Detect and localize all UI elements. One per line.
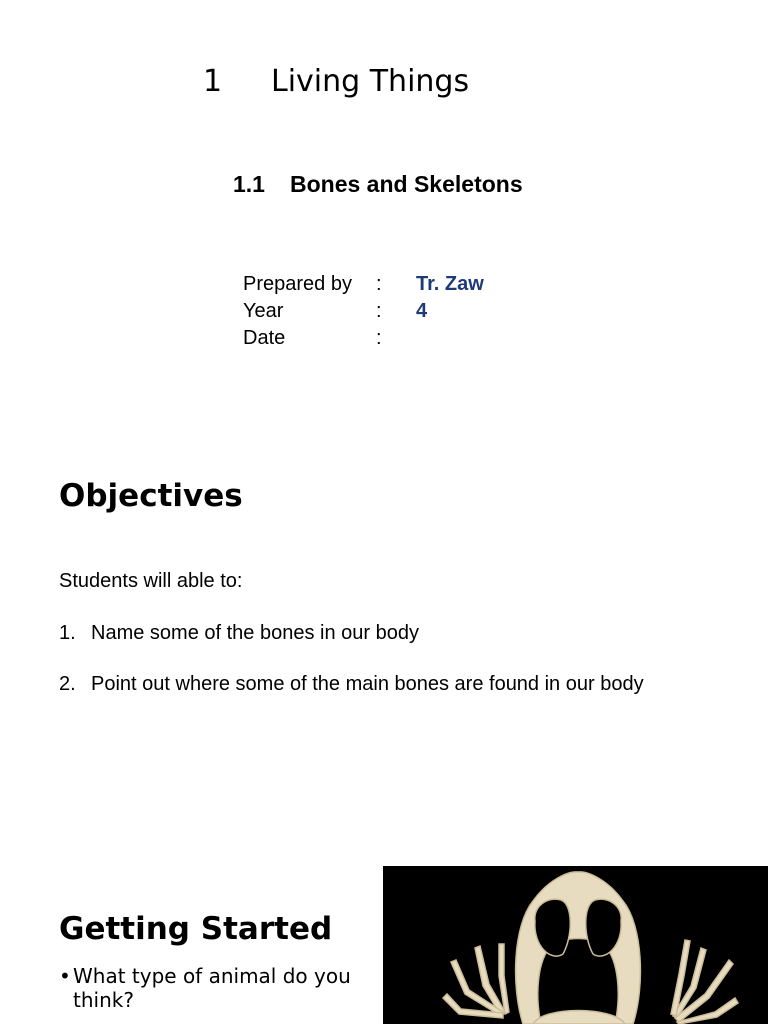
meta-row-prepared-by — [243, 271, 484, 298]
chapter-title — [203, 64, 469, 100]
getting-started-heading: Getting Started — [59, 911, 333, 947]
section-title-text: Bones and Skeletons — [290, 171, 523, 197]
chapter-title-text: Living Things — [271, 64, 470, 99]
objectives-intro: Students will able to: — [59, 570, 243, 592]
frog-skeleton-illustration — [383, 866, 768, 1024]
frog-skeleton-photo — [383, 866, 768, 1024]
list-item — [59, 671, 644, 697]
list-item — [59, 620, 644, 646]
lesson-meta — [243, 271, 484, 352]
meta-row-date — [243, 325, 484, 352]
list-item-text: What type of animal do you think? — [73, 964, 351, 1012]
meta-row-year — [243, 298, 484, 325]
meta-colon: : — [376, 327, 382, 349]
list-item-text: Name some of the bones in our body — [91, 622, 419, 644]
meta-colon: : — [376, 273, 382, 295]
list-item-text: Point out where some of the main bones are found in our body — [91, 673, 644, 695]
meta-colon: : — [376, 300, 382, 322]
objectives-list — [59, 620, 644, 722]
section-title — [233, 169, 523, 199]
meta-value-year: 4 — [416, 300, 428, 322]
meta-value-teacher: Tr. Zaw — [416, 273, 484, 295]
list-item — [59, 964, 359, 1012]
getting-started-list — [59, 964, 359, 1012]
section-number: 1.1 — [233, 171, 265, 197]
chapter-number: 1 — [203, 64, 223, 99]
meta-label: Prepared by — [243, 273, 352, 295]
list-item-number: 1. — [59, 622, 76, 644]
list-item-number: 2. — [59, 673, 76, 695]
meta-label: Year — [243, 300, 284, 322]
meta-label: Date — [243, 327, 286, 349]
bullet-marker: • — [59, 964, 71, 988]
objectives-heading: Objectives — [59, 478, 243, 514]
